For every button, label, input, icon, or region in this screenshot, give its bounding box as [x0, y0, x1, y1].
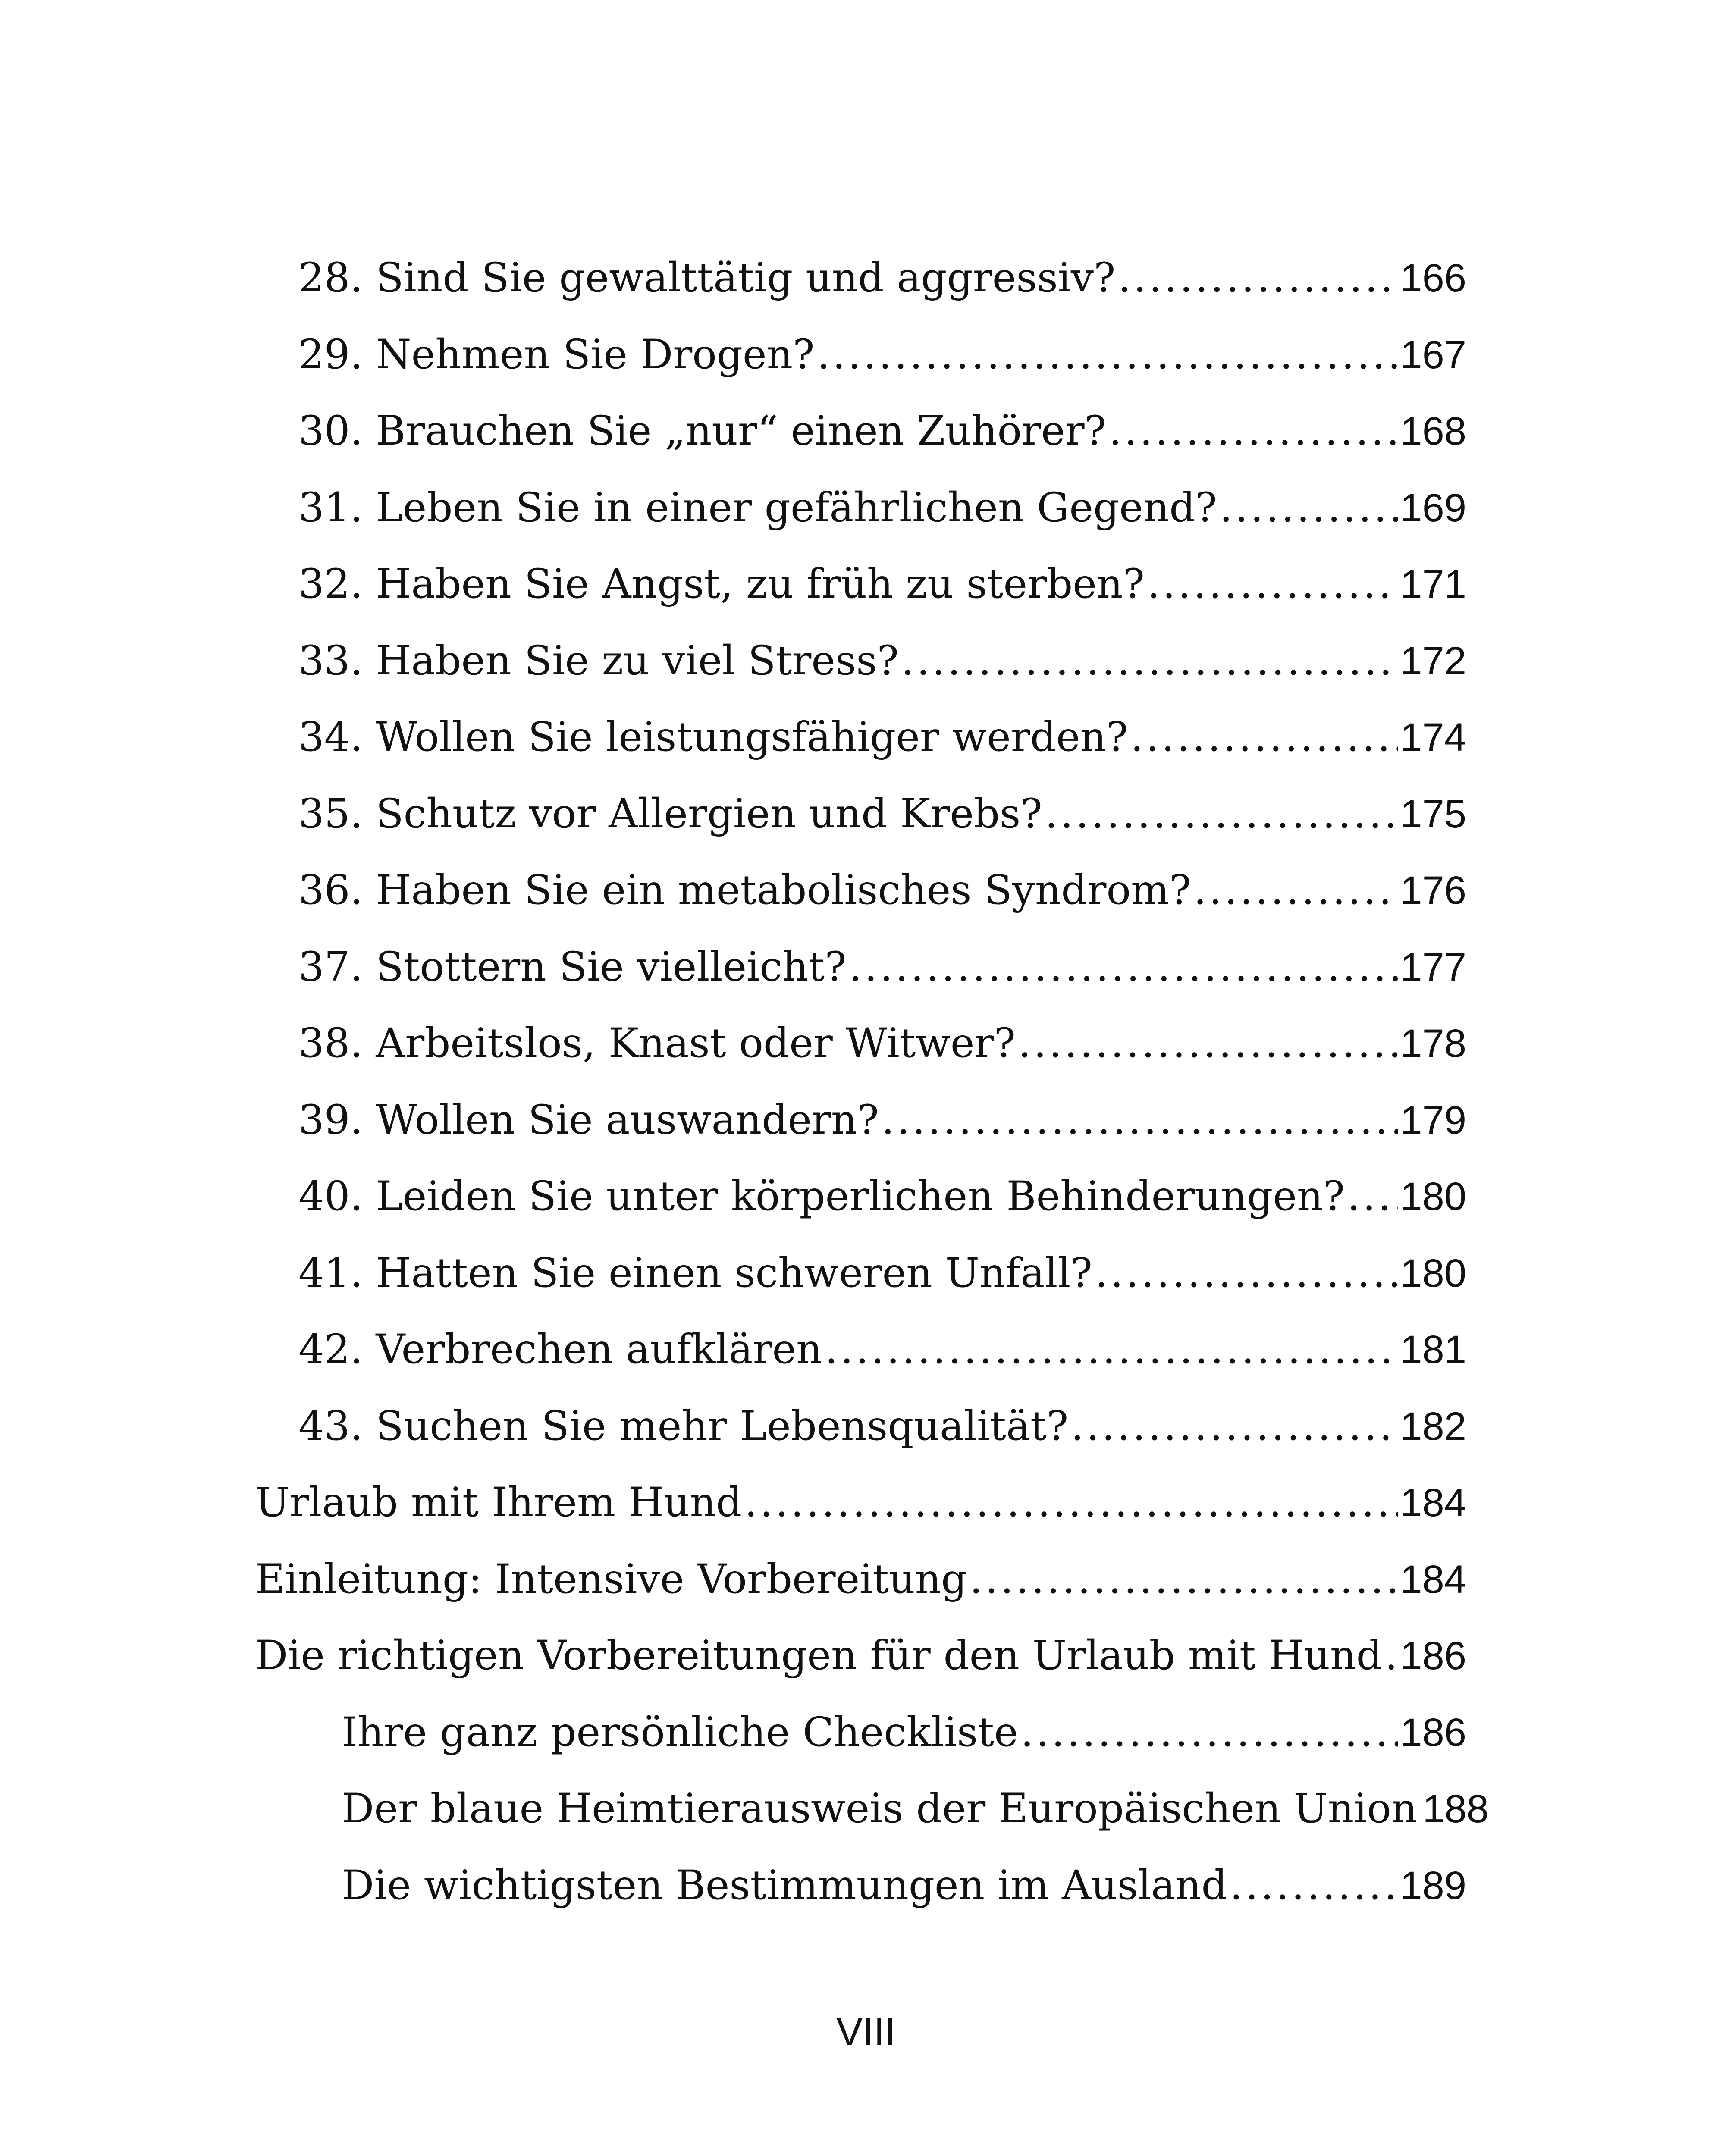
toc-entry[interactable] — [0, 1470, 1732, 1546]
toc-entry-page: 175 — [1400, 792, 1466, 836]
toc-entry-title: Der blaue Heimtierausweis der Europäischen Union — [342, 1785, 1418, 1832]
toc-entry-title: 41. Hatten Sie einen schweren Unfall? — [298, 1249, 1092, 1297]
dot-leader — [1130, 714, 1397, 761]
toc-entry[interactable] — [0, 1623, 1732, 1699]
toc-entry-title: Urlaub mit Ihrem Hund — [255, 1479, 742, 1526]
toc-entry-page: 180 — [1400, 1175, 1466, 1219]
toc-entry-title: 37. Stottern Sie vielleicht? — [298, 943, 847, 990]
toc-entry[interactable] — [0, 1240, 1732, 1317]
toc-entry[interactable] — [0, 322, 1732, 398]
table-of-contents — [0, 245, 1732, 1929]
toc-entry-page: 166 — [1400, 256, 1466, 300]
toc-entry[interactable] — [0, 551, 1732, 628]
toc-entry[interactable] — [0, 628, 1732, 705]
toc-entry-page: 179 — [1400, 1098, 1466, 1142]
toc-entry-page: 172 — [1400, 639, 1466, 683]
toc-entry-title: 33. Haben Sie zu viel Stress? — [298, 637, 899, 684]
toc-entry-title: 35. Schutz vor Allergien und Krebs? — [298, 790, 1042, 837]
dot-leader — [1118, 254, 1397, 301]
toc-entry-page: 167 — [1400, 332, 1466, 377]
toc-entry-page: 177 — [1400, 945, 1466, 989]
toc-entry[interactable] — [0, 1699, 1732, 1776]
toc-entry-page: 186 — [1400, 1634, 1466, 1678]
toc-entry-title: 32. Haben Sie Angst, zu früh zu sterben? — [298, 561, 1145, 608]
dot-leader — [1385, 1632, 1398, 1679]
toc-entry-page: 180 — [1400, 1251, 1466, 1295]
toc-entry-title: Ihre ganz persönliche Checkliste — [342, 1708, 1018, 1756]
dot-leader — [901, 637, 1398, 684]
toc-entry[interactable] — [0, 1087, 1732, 1164]
toc-entry-title: 34. Wollen Sie leistungsfähiger werden? — [298, 714, 1128, 761]
dot-leader — [744, 1479, 1397, 1526]
toc-entry[interactable] — [0, 1546, 1732, 1623]
dot-leader — [1194, 867, 1398, 914]
toc-entry-title: Einleitung: Intensive Vorbereitung — [255, 1555, 967, 1603]
toc-entry[interactable] — [0, 475, 1732, 552]
dot-leader — [1230, 1862, 1398, 1909]
toc-entry-title: 31. Leben Sie in einer gefährlichen Gegend? — [298, 484, 1217, 531]
toc-entry-title: 42. Verbrechen aufklären — [298, 1326, 822, 1373]
toc-entry-page: 181 — [1400, 1328, 1466, 1372]
toc-entry-page: 169 — [1400, 486, 1466, 530]
toc-entry-page: 174 — [1400, 715, 1466, 759]
dot-leader — [970, 1556, 1397, 1603]
dot-leader — [849, 943, 1398, 990]
toc-entry[interactable] — [0, 1776, 1732, 1852]
page-number: VIII — [836, 2010, 896, 2054]
toc-entry-title: 30. Brauchen Sie „nur“ einen Zuhörer? — [298, 407, 1106, 454]
dot-leader — [1347, 1173, 1398, 1220]
toc-entry[interactable] — [0, 1852, 1732, 1929]
dot-leader — [1021, 1709, 1398, 1756]
toc-entry-title: Die richtigen Vorbereitungen für den Urlaub mit Hund — [255, 1632, 1382, 1679]
toc-entry-title: 28. Sind Sie gewalttätig und aggressiv? — [298, 254, 1116, 301]
dot-leader — [1109, 407, 1398, 454]
dot-leader — [1095, 1250, 1398, 1297]
toc-entry[interactable] — [0, 781, 1732, 858]
toc-entry[interactable] — [0, 245, 1732, 322]
dot-leader — [1220, 484, 1398, 531]
toc-entry-page: 176 — [1400, 868, 1466, 912]
dot-leader — [817, 331, 1398, 378]
toc-entry-title: 29. Nehmen Sie Drogen? — [298, 331, 815, 378]
dot-leader — [1045, 790, 1398, 837]
toc-entry[interactable] — [0, 1010, 1732, 1087]
toc-entry[interactable] — [0, 704, 1732, 781]
toc-entry-title: Die wichtigsten Bestimmungen im Ausland — [342, 1861, 1227, 1909]
toc-entry[interactable] — [0, 1163, 1732, 1240]
dot-leader — [825, 1326, 1398, 1373]
toc-entry-title: 39. Wollen Sie auswandern? — [298, 1096, 879, 1144]
toc-entry[interactable] — [0, 1393, 1732, 1470]
toc-entry-title: 38. Arbeitslos, Knast oder Witwer? — [298, 1020, 1016, 1067]
toc-entry-page: 184 — [1400, 1557, 1466, 1601]
toc-entry-page: 184 — [1400, 1481, 1466, 1525]
toc-entry-page: 171 — [1400, 562, 1466, 606]
dot-leader — [1071, 1403, 1397, 1450]
toc-entry-page: 189 — [1400, 1863, 1466, 1908]
toc-entry-title: 43. Suchen Sie mehr Lebensqualität? — [298, 1402, 1069, 1450]
toc-entry-page: 168 — [1400, 409, 1466, 453]
toc-entry-page: 182 — [1400, 1404, 1466, 1448]
toc-entry-page: 186 — [1400, 1710, 1466, 1755]
toc-entry-page: 178 — [1400, 1022, 1466, 1065]
toc-entry[interactable] — [0, 934, 1732, 1011]
toc-entry[interactable] — [0, 398, 1732, 475]
toc-entry-title: 36. Haben Sie ein metabolisches Syndrom? — [298, 867, 1191, 914]
dot-leader — [1018, 1020, 1398, 1067]
toc-entry[interactable] — [0, 857, 1732, 934]
dot-leader — [882, 1097, 1398, 1144]
dot-leader — [1147, 561, 1398, 608]
toc-entry[interactable] — [0, 1316, 1732, 1393]
toc-entry-page: 188 — [1422, 1787, 1489, 1831]
toc-entry-title: 40. Leiden Sie unter körperlichen Behinderungen? — [298, 1173, 1345, 1220]
